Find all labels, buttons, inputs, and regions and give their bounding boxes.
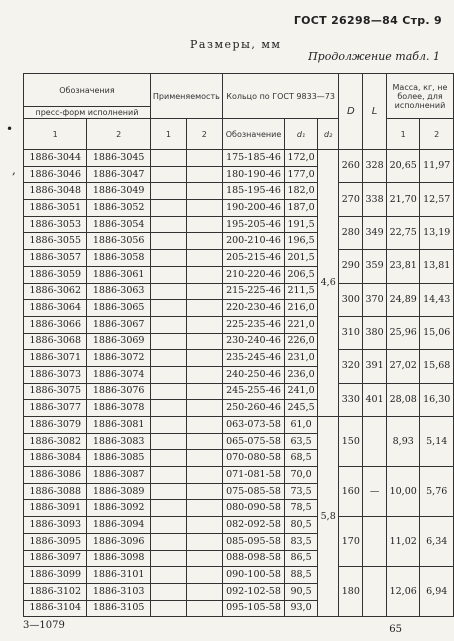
- usage-2-cell: [186, 166, 222, 183]
- ring-designation-cell: 070-080-58: [222, 450, 284, 467]
- variant-2-cell: 1886-3076: [87, 383, 150, 400]
- L-cell: 338: [363, 183, 387, 216]
- usage-1-cell: [150, 450, 186, 467]
- ring-designation-cell: 092-102-58: [222, 583, 284, 600]
- m2-cell: 14,43: [420, 283, 454, 316]
- variant-2-cell: 1886-3083: [87, 433, 150, 450]
- variant-1-cell: 1886-3088: [24, 483, 87, 500]
- m1-cell: 22,75: [386, 216, 420, 249]
- d1-cell: 93,0: [285, 600, 318, 617]
- m1-cell: 8,93: [386, 417, 420, 467]
- D-cell: 160: [339, 467, 363, 517]
- variant-1-cell: 1886-3071: [24, 350, 87, 367]
- D-cell: 260: [339, 150, 363, 183]
- usage-2-cell: [186, 517, 222, 534]
- ring-designation-cell: 195-205-46: [222, 216, 284, 233]
- m2-cell: 15,06: [420, 316, 454, 349]
- variant-2-cell: 1886-3089: [87, 483, 150, 500]
- table-row: [24, 150, 454, 167]
- usage-1-cell: [150, 567, 186, 584]
- col-designation: Обозначения: [24, 74, 151, 107]
- ring-designation-cell: 185-195-46: [222, 183, 284, 200]
- ring-designation-cell: 245-255-46: [222, 383, 284, 400]
- variant-1-cell: 1886-3084: [24, 450, 87, 467]
- d1-cell: 221,0: [285, 316, 318, 333]
- ring-designation-cell: 205-215-46: [222, 250, 284, 267]
- d1-cell: 61,0: [285, 417, 318, 434]
- ring-designation-cell: 075-085-58: [222, 483, 284, 500]
- variant-1-cell: 1886-3044: [24, 150, 87, 167]
- m2-cell: 13,19: [420, 216, 454, 249]
- usage-1-cell: [150, 583, 186, 600]
- sizes-table: [23, 73, 454, 617]
- D-cell: 320: [339, 350, 363, 383]
- variant-2-cell: 1886-3087: [87, 467, 150, 484]
- margin-mark: •: [6, 122, 14, 136]
- usage-2-cell: [186, 300, 222, 317]
- variant-1-cell: 1886-3068: [24, 333, 87, 350]
- col-d2: d₂: [317, 119, 338, 150]
- variant-2-cell: 1886-3058: [87, 250, 150, 267]
- m2-cell: 11,97: [420, 150, 454, 183]
- usage-1-cell: [150, 417, 186, 434]
- D-cell: 180: [339, 567, 363, 617]
- col-d1: d₁: [285, 119, 318, 150]
- usage-1-cell: [150, 500, 186, 517]
- variant-1-cell: 1886-3077: [24, 400, 87, 417]
- ring-designation-cell: 175-185-46: [222, 150, 284, 167]
- usage-2-cell: [186, 266, 222, 283]
- D-cell: 270: [339, 183, 363, 216]
- variant-2-cell: 1886-3069: [87, 333, 150, 350]
- ring-designation-cell: 215-225-46: [222, 283, 284, 300]
- col-variant-2: 2: [87, 119, 150, 150]
- usage-2-cell: [186, 550, 222, 567]
- variant-2-cell: 1886-3103: [87, 583, 150, 600]
- variant-2-cell: 1886-3061: [87, 266, 150, 283]
- m2-cell: 16,30: [420, 383, 454, 416]
- variant-2-cell: 1886-3074: [87, 366, 150, 383]
- ring-designation-cell: 220-230-46: [222, 300, 284, 317]
- usage-1-cell: [150, 600, 186, 617]
- m1-cell: 27,02: [386, 350, 420, 383]
- ring-designation-cell: 080-090-58: [222, 500, 284, 517]
- D-cell: 300: [339, 283, 363, 316]
- table-row: [24, 183, 454, 200]
- ring-designation-cell: 088-098-58: [222, 550, 284, 567]
- col-ring: Кольцо по ГОСТ 9833—73: [222, 74, 339, 119]
- m2-cell: 15,68: [420, 350, 454, 383]
- ring-designation-cell: 090-100-58: [222, 567, 284, 584]
- d1-cell: 177,0: [285, 166, 318, 183]
- usage-1-cell: [150, 533, 186, 550]
- variant-2-cell: 1886-3101: [87, 567, 150, 584]
- usage-2-cell: [186, 433, 222, 450]
- usage-2-cell: [186, 333, 222, 350]
- ring-designation-cell: 085-095-58: [222, 533, 284, 550]
- d1-cell: 182,0: [285, 183, 318, 200]
- variant-1-cell: 1886-3062: [24, 283, 87, 300]
- variant-2-cell: 1886-3047: [87, 166, 150, 183]
- L-cell: 370: [363, 283, 387, 316]
- m1-cell: 28,08: [386, 383, 420, 416]
- L-cell: 380: [363, 316, 387, 349]
- variant-1-cell: 1886-3051: [24, 200, 87, 217]
- d2-cell: 4,6: [317, 150, 338, 417]
- usage-1-cell: [150, 350, 186, 367]
- m2-cell: 12,57: [420, 183, 454, 216]
- d1-cell: 231,0: [285, 350, 318, 367]
- m1-cell: 24,89: [386, 283, 420, 316]
- usage-2-cell: [186, 216, 222, 233]
- usage-1-cell: [150, 433, 186, 450]
- ring-designation-cell: 063-073-58: [222, 417, 284, 434]
- variant-2-cell: 1886-3094: [87, 517, 150, 534]
- L-cell: —: [363, 467, 387, 517]
- L-cell: [363, 517, 387, 567]
- d1-cell: 206,5: [285, 266, 318, 283]
- ring-designation-cell: 200-210-46: [222, 233, 284, 250]
- usage-1-cell: [150, 216, 186, 233]
- variant-1-cell: 1886-3102: [24, 583, 87, 600]
- variant-2-cell: 1886-3054: [87, 216, 150, 233]
- variant-1-cell: 1886-3091: [24, 500, 87, 517]
- usage-2-cell: [186, 366, 222, 383]
- L-cell: 391: [363, 350, 387, 383]
- usage-2-cell: [186, 233, 222, 250]
- ring-designation-cell: 065-075-58: [222, 433, 284, 450]
- D-cell: 310: [339, 316, 363, 349]
- d1-cell: 88,5: [285, 567, 318, 584]
- L-cell: 401: [363, 383, 387, 416]
- D-cell: 150: [339, 417, 363, 467]
- variant-2-cell: 1886-3096: [87, 533, 150, 550]
- col-variant-1: 1: [24, 119, 87, 150]
- D-cell: 280: [339, 216, 363, 249]
- d1-cell: 201,5: [285, 250, 318, 267]
- m2-cell: 5,76: [420, 467, 454, 517]
- d1-cell: 216,0: [285, 300, 318, 317]
- variant-1-cell: 1886-3097: [24, 550, 87, 567]
- col-usage: Применяемость: [150, 74, 222, 119]
- d1-cell: 83,5: [285, 533, 318, 550]
- usage-2-cell: [186, 600, 222, 617]
- table-row: [24, 283, 454, 300]
- usage-2-cell: [186, 200, 222, 217]
- table-row: [24, 383, 454, 400]
- m1-cell: 20,65: [386, 150, 420, 183]
- usage-1-cell: [150, 233, 186, 250]
- table-row: [24, 467, 454, 484]
- d1-cell: 86,5: [285, 550, 318, 567]
- variant-2-cell: 1886-3092: [87, 500, 150, 517]
- m2-cell: 6,94: [420, 567, 454, 617]
- variant-2-cell: 1886-3052: [87, 200, 150, 217]
- sizes-title: Размеры, мм: [190, 38, 282, 51]
- m2-cell: 13,81: [420, 250, 454, 283]
- variant-2-cell: 1886-3063: [87, 283, 150, 300]
- L-cell: [363, 567, 387, 617]
- variant-2-cell: 1886-3098: [87, 550, 150, 567]
- usage-1-cell: [150, 400, 186, 417]
- usage-1-cell: [150, 150, 186, 167]
- ring-designation-cell: 082-092-58: [222, 517, 284, 534]
- usage-2-cell: [186, 150, 222, 167]
- d1-cell: 191,5: [285, 216, 318, 233]
- variant-1-cell: 1886-3057: [24, 250, 87, 267]
- m1-cell: 12,06: [386, 567, 420, 617]
- variant-2-cell: 1886-3067: [87, 316, 150, 333]
- ring-designation-cell: 095-105-58: [222, 600, 284, 617]
- d1-cell: 63,5: [285, 433, 318, 450]
- d1-cell: 172,0: [285, 150, 318, 167]
- col-mass-2: 2: [420, 119, 454, 150]
- table-row: [24, 316, 454, 333]
- usage-1-cell: [150, 183, 186, 200]
- ring-designation-cell: 240-250-46: [222, 366, 284, 383]
- col-D: D: [339, 74, 363, 150]
- d1-cell: 187,0: [285, 200, 318, 217]
- variant-1-cell: 1886-3059: [24, 266, 87, 283]
- ring-designation-cell: 235-245-46: [222, 350, 284, 367]
- usage-1-cell: [150, 283, 186, 300]
- d1-cell: 73,5: [285, 483, 318, 500]
- table-row: [24, 216, 454, 233]
- m1-cell: 11,02: [386, 517, 420, 567]
- table-row: [24, 517, 454, 534]
- page-header: ГОСТ 26298—84 Стр. 9: [293, 14, 442, 27]
- variant-2-cell: 1886-3045: [87, 150, 150, 167]
- usage-1-cell: [150, 266, 186, 283]
- usage-2-cell: [186, 483, 222, 500]
- variant-1-cell: 1886-3055: [24, 233, 87, 250]
- variant-1-cell: 1886-3104: [24, 600, 87, 617]
- usage-2-cell: [186, 250, 222, 267]
- variant-2-cell: 1886-3049: [87, 183, 150, 200]
- d2-cell: 5,8: [317, 417, 338, 617]
- usage-1-cell: [150, 366, 186, 383]
- variant-2-cell: 1886-3056: [87, 233, 150, 250]
- col-mold-variants: пресс-форм исполнений: [24, 107, 151, 119]
- d1-cell: 90,5: [285, 583, 318, 600]
- variant-1-cell: 1886-3053: [24, 216, 87, 233]
- m2-cell: 6,34: [420, 517, 454, 567]
- usage-2-cell: [186, 583, 222, 600]
- page-number: 65: [389, 624, 402, 635]
- col-ring-designation: Обозначение: [222, 119, 284, 150]
- d1-cell: 245,5: [285, 400, 318, 417]
- variant-1-cell: 1886-3086: [24, 467, 87, 484]
- usage-2-cell: [186, 467, 222, 484]
- L-cell: 359: [363, 250, 387, 283]
- usage-1-cell: [150, 483, 186, 500]
- usage-2-cell: [186, 533, 222, 550]
- variant-1-cell: 1886-3075: [24, 383, 87, 400]
- table-row: [24, 350, 454, 367]
- continuation-note: Продолжение табл. 1: [308, 50, 440, 63]
- L-cell: 349: [363, 216, 387, 249]
- variant-1-cell: 1886-3064: [24, 300, 87, 317]
- table-row: [24, 250, 454, 267]
- usage-2-cell: [186, 350, 222, 367]
- d1-cell: 196,5: [285, 233, 318, 250]
- d1-cell: 80,5: [285, 517, 318, 534]
- usage-1-cell: [150, 316, 186, 333]
- d1-cell: 78,5: [285, 500, 318, 517]
- d1-cell: 241,0: [285, 383, 318, 400]
- variant-2-cell: 1886-3072: [87, 350, 150, 367]
- variant-2-cell: 1886-3078: [87, 400, 150, 417]
- table-row: [24, 417, 454, 434]
- usage-2-cell: [186, 417, 222, 434]
- usage-2-cell: [186, 500, 222, 517]
- usage-1-cell: [150, 333, 186, 350]
- col-usage-1: 1: [150, 119, 186, 150]
- d1-cell: 70,0: [285, 467, 318, 484]
- ring-designation-cell: 190-200-46: [222, 200, 284, 217]
- usage-2-cell: [186, 400, 222, 417]
- usage-2-cell: [186, 316, 222, 333]
- ring-designation-cell: 210-220-46: [222, 266, 284, 283]
- col-mass: Масса, кг, не более, для исполнений: [386, 74, 453, 119]
- D-cell: 290: [339, 250, 363, 283]
- usage-2-cell: [186, 567, 222, 584]
- variant-1-cell: 1886-3066: [24, 316, 87, 333]
- usage-1-cell: [150, 166, 186, 183]
- variant-2-cell: 1886-3081: [87, 417, 150, 434]
- usage-2-cell: [186, 283, 222, 300]
- table-row: [24, 567, 454, 584]
- variant-1-cell: 1886-3073: [24, 366, 87, 383]
- ring-designation-cell: 180-190-46: [222, 166, 284, 183]
- col-mass-1: 1: [386, 119, 420, 150]
- m1-cell: 10,00: [386, 467, 420, 517]
- usage-1-cell: [150, 300, 186, 317]
- variant-1-cell: 1886-3082: [24, 433, 87, 450]
- usage-1-cell: [150, 517, 186, 534]
- footer-code: 3—1079: [23, 620, 65, 631]
- usage-1-cell: [150, 250, 186, 267]
- D-cell: 330: [339, 383, 363, 416]
- col-usage-2: 2: [186, 119, 222, 150]
- usage-1-cell: [150, 467, 186, 484]
- variant-1-cell: 1886-3046: [24, 166, 87, 183]
- usage-2-cell: [186, 383, 222, 400]
- variant-1-cell: 1886-3093: [24, 517, 87, 534]
- variant-1-cell: 1886-3095: [24, 533, 87, 550]
- d1-cell: 236,0: [285, 366, 318, 383]
- L-cell: 328: [363, 150, 387, 183]
- m1-cell: 25,96: [386, 316, 420, 349]
- ring-designation-cell: 225-235-46: [222, 316, 284, 333]
- D-cell: 170: [339, 517, 363, 567]
- margin-mark: ,: [12, 163, 16, 177]
- variant-1-cell: 1886-3099: [24, 567, 87, 584]
- variant-2-cell: 1886-3085: [87, 450, 150, 467]
- variant-2-cell: 1886-3105: [87, 600, 150, 617]
- ring-designation-cell: 250-260-46: [222, 400, 284, 417]
- d1-cell: 226,0: [285, 333, 318, 350]
- ring-designation-cell: 230-240-46: [222, 333, 284, 350]
- d1-cell: 68,5: [285, 450, 318, 467]
- variant-2-cell: 1886-3065: [87, 300, 150, 317]
- d1-cell: 211,5: [285, 283, 318, 300]
- variant-1-cell: 1886-3079: [24, 417, 87, 434]
- ring-designation-cell: 071-081-58: [222, 467, 284, 484]
- m1-cell: 23,81: [386, 250, 420, 283]
- usage-1-cell: [150, 200, 186, 217]
- variant-1-cell: 1886-3048: [24, 183, 87, 200]
- m1-cell: 21,70: [386, 183, 420, 216]
- L-cell: [363, 417, 387, 467]
- col-L: L: [363, 74, 387, 150]
- usage-1-cell: [150, 383, 186, 400]
- usage-1-cell: [150, 550, 186, 567]
- m2-cell: 5,14: [420, 417, 454, 467]
- usage-2-cell: [186, 183, 222, 200]
- usage-2-cell: [186, 450, 222, 467]
